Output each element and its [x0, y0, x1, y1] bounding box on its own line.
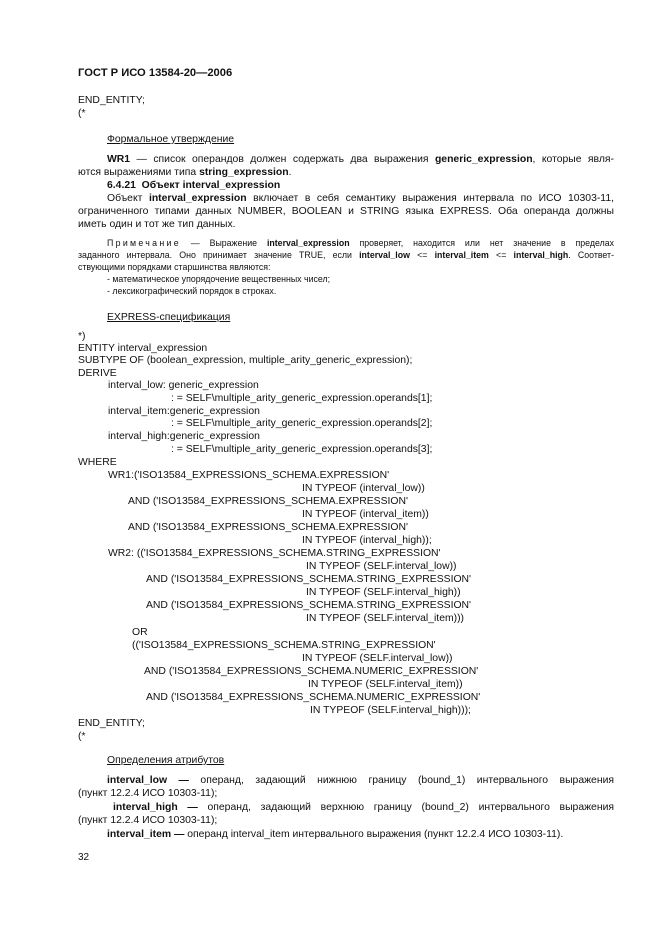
attribute-term: interval_high —: [113, 802, 198, 813]
attribute-text: операнд interval_item интервального выражения (пункт 12.2.4 ИСО 10303-11).: [184, 829, 564, 840]
wr1-paragraph-line: [78, 154, 614, 166]
note-term: interval_low: [359, 250, 410, 260]
attribute-definition-line: [78, 775, 614, 787]
attribute-definition-line: [107, 829, 563, 841]
code-line: : = SELF\multiple_arity_generic_expression.operands[2];: [171, 418, 433, 429]
note-term: interval_expression: [266, 238, 350, 248]
wr1-term: string_expression: [199, 167, 289, 178]
code-line: IN TYPEOF (SELF.interval_high)));: [310, 705, 471, 716]
express-spec-heading: EXPRESS-спецификация: [107, 312, 231, 323]
code-line: (('ISO13584_EXPRESSIONS_SCHEMA.STRING_EXPRESSION': [132, 640, 436, 651]
code-line: SUBTYPE OF (boolean_expression, multiple_arity_generic_expression);: [78, 355, 413, 366]
note-term: interval_high: [513, 250, 569, 260]
code-line: interval_high:generic_expression: [108, 431, 260, 442]
section-number: 6.4.21: [107, 180, 136, 191]
note-line: [78, 250, 614, 261]
code-line: interval_low: generic_expression: [108, 380, 259, 391]
note-label: Примечание: [107, 238, 181, 248]
code-line: IN TYPEOF (SELF.interval_high)): [306, 587, 461, 598]
code-line: IN TYPEOF (interval_low)): [302, 483, 425, 494]
attribute-text: операнд, задающий нижнюю границу (bound_1) интервального выражения: [188, 775, 614, 786]
attribute-definition-line: (пункт 12.2.4 ИСО 10303-11);: [78, 815, 218, 826]
code-line: AND ('ISO13584_EXPRESSIONS_SCHEMA.NUMERIC_EXPRESSION': [146, 692, 481, 703]
wr1-text: — список операндов должен содержать два выражения: [130, 154, 435, 165]
wr1-text: .: [288, 167, 292, 178]
section-paragraph-line: иметь один и тот же тип данных.: [78, 219, 236, 230]
note-list-item: - математическое упорядочение вещественных чисел;: [107, 274, 331, 284]
page-number: 32: [78, 852, 90, 863]
note-line: ствующими порядками старшинства являются:: [78, 262, 271, 272]
code-line: END_ENTITY;: [78, 95, 145, 106]
attribute-text: операнд, задающий верхнюю границу (bound_2) интервального выражения: [197, 802, 614, 813]
code-line: : = SELF\multiple_arity_generic_expression.operands[1];: [171, 393, 433, 404]
code-line: IN TYPEOF (SELF.interval_low)): [306, 561, 457, 572]
document-header: ГОСТ Р ИСО 13584-20—2006: [78, 67, 233, 79]
wr1-text: , которые явля-: [532, 154, 614, 165]
note-list-item: - лексикографический порядок в строках.: [107, 286, 277, 296]
note-term: interval_item: [434, 250, 489, 260]
code-line: IN TYPEOF (SELF.interval_item))): [306, 613, 465, 624]
attribute-definition-line: (пункт 12.2.4 ИСО 10303-11);: [78, 788, 218, 799]
attribute-term: interval_item —: [107, 829, 185, 840]
code-line: WR2: (('ISO13584_EXPRESSIONS_SCHEMA.STRING_EXPRESSION': [108, 548, 441, 559]
note-text: <=: [409, 250, 435, 260]
code-line: IN TYPEOF (SELF.interval_item)): [308, 679, 463, 690]
term: interval_expression: [148, 193, 247, 204]
attributes-heading: Определения атрибутов: [107, 755, 225, 766]
wr1-text: ются выражениями типа: [78, 167, 200, 178]
code-line: interval_item:generic_expression: [108, 406, 260, 417]
wr1-term: generic_expression: [434, 154, 533, 165]
code-line: *): [78, 331, 86, 342]
code-line: WHERE: [78, 457, 117, 468]
code-line: IN TYPEOF (interval_high));: [302, 535, 432, 546]
code-line: OR: [132, 627, 148, 638]
body-text: включает в себя семантику выражения интервала по ИСО 10303-11,: [246, 193, 614, 204]
code-line: (*: [78, 731, 86, 742]
note-text: — Выражение: [180, 238, 267, 248]
code-line: IN TYPEOF (interval_item)): [302, 509, 429, 520]
code-line: END_ENTITY;: [78, 718, 145, 729]
code-line: DERIVE: [78, 368, 117, 379]
code-line: AND ('ISO13584_EXPRESSIONS_SCHEMA.EXPRESSION': [128, 496, 408, 507]
code-line: AND ('ISO13584_EXPRESSIONS_SCHEMA.EXPRESSION': [128, 522, 408, 533]
code-line: : = SELF\multiple_arity_generic_expression.operands[3];: [171, 444, 433, 455]
section-title: Объект interval_expression: [141, 180, 281, 191]
attribute-definition-line: [78, 802, 614, 814]
section-heading: [107, 180, 280, 192]
code-line: AND ('ISO13584_EXPRESSIONS_SCHEMA.STRING_EXPRESSION': [146, 600, 472, 611]
note-text: проверяет, находится или нет значение в пределах: [349, 238, 615, 248]
code-line: WR1:('ISO13584_EXPRESSIONS_SCHEMA.EXPRESSION': [108, 470, 390, 481]
formal-statement-heading: Формальное утверждение: [107, 134, 235, 145]
section-paragraph-line: [78, 193, 614, 205]
attribute-term: interval_low —: [107, 775, 189, 786]
body-text: Объект: [107, 193, 149, 204]
code-line: AND ('ISO13584_EXPRESSIONS_SCHEMA.STRING_EXPRESSION': [146, 574, 472, 585]
code-line: ENTITY interval_expression: [78, 343, 208, 354]
wr1-paragraph-line: [78, 167, 291, 179]
section-paragraph-line: ограниченного типами данных NUMBER, BOOLEAN и STRING языка EXPRESS. Оба операнда должны: [78, 206, 614, 217]
code-line: (*: [78, 108, 86, 119]
note-text: . Соответ-: [568, 250, 614, 260]
note-text: заданного интервала. Оно принимает значение TRUE, если: [78, 250, 360, 260]
code-line: IN TYPEOF (SELF.interval_low)): [302, 653, 453, 664]
note-line: [78, 238, 614, 249]
wr1-label: WR1: [107, 154, 131, 165]
note-text: <=: [488, 250, 514, 260]
code-line: AND ('ISO13584_EXPRESSIONS_SCHEMA.NUMERIC_EXPRESSION': [144, 666, 479, 677]
